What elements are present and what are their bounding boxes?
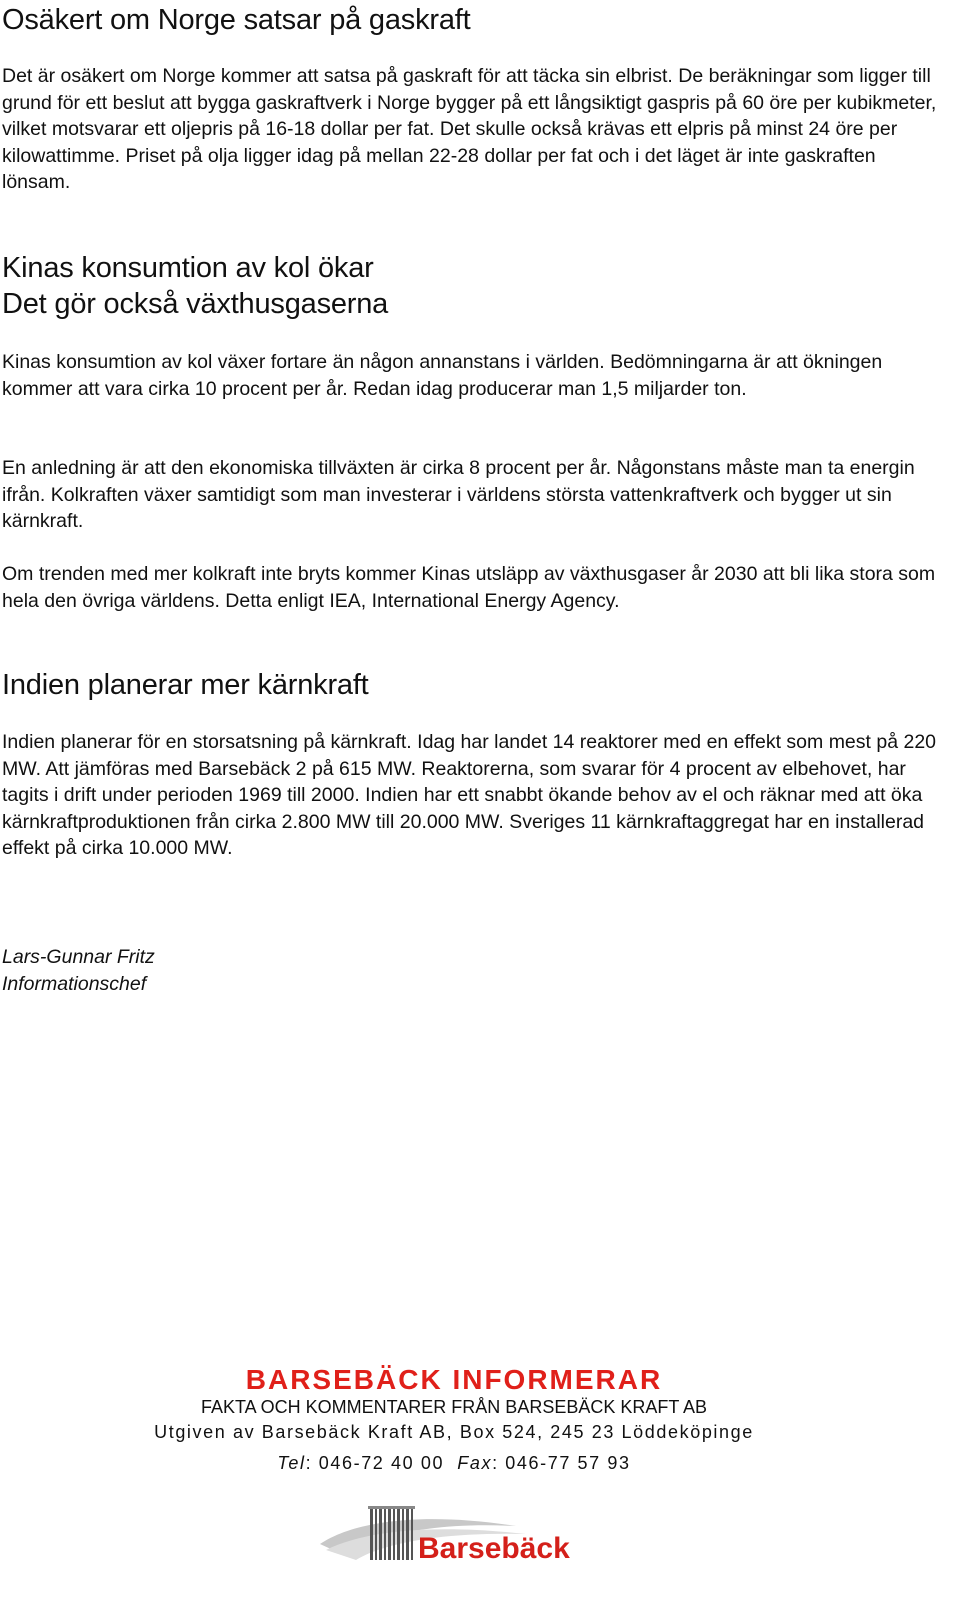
footer-subtitle: FAKTA OCH KOMMENTARER FRÅN BARSEBÄCK KRAFT AB — [200, 1397, 708, 1417]
barseback-logo — [316, 1500, 596, 1570]
heading-india-nuclear: Indien planerar mer kärnkraft — [2, 669, 369, 701]
footer-title: BARSEBÄCK INFORMERAR — [245, 1364, 663, 1395]
paragraph-china-coal-2: En anledning är att den ekonomiska tillväxten är cirka 8 procent per år. Någonstans måste man ta energin ifrån. Kolkraften växer samtidigt som man investerar i världens största vattenkraftverk och bygger ut sin kärnkraft. — [2, 457, 915, 533]
logo-wordmark: Barsebäck — [418, 1532, 570, 1565]
signature-name: Lars-Gunnar Fritz — [2, 946, 155, 968]
heading-china-greenhouse: Det gör också växthusgaserna — [2, 288, 389, 320]
footer-address: Utgiven av Barsebäck Kraft AB, Box 524, 245 23 Löddeköpinge — [154, 1422, 754, 1442]
tel-value: : 046-72 40 00 — [305, 1453, 445, 1473]
fax-label: Fax — [457, 1453, 493, 1473]
paragraph-china-coal-3: Om trenden med mer kolkraft inte bryts kommer Kinas utsläpp av växthusgaser år 2030 att bli lika stora som hela den övriga världens. Detta enligt IEA, International Energy Agency. — [2, 563, 936, 612]
signature-role: Informationschef — [2, 973, 147, 995]
paragraph-india-nuclear: Indien planerar för en storsatsning på kärnkraft. Idag har landet 14 reaktorer med en effekt som mest på 220 MW. Att jämföras med Barsebäck 2 på 615 MW. Reaktorerna, som svarar för 4 procent av elbehovet, har tagits i drift under perioden 1969 till 2000. Indien har ett snabbt ökande behov av el och räknar med att öka kärnkraftproduktionen från cirka 2.800 MW till 20.000 MW. Sveriges 11 kärnkraftaggregat har en installerad effekt på cirka 10.000 MW. — [2, 731, 937, 860]
tel-label: Tel — [277, 1453, 306, 1473]
fax-value: : 046-77 57 93 — [492, 1453, 631, 1473]
paragraph-norway-gas: Det är osäkert om Norge kommer att satsa på gaskraft för att täcka sin elbrist. De beräkningar som ligger till grund för ett beslut att bygga gaskraftverk i Norge bygger på ett långsiktigt gaspris på 60 öre per kubikmeter, vilket motsvarar ett oljepris på 16-18 dollar per fat. Det skulle också krävas ett elpris på minst 24 öre per kilowattimme. Priset på olja ligger idag på mellan 22-28 dollar per fat och i det läget är inte gaskraften lönsam. — [2, 65, 937, 194]
heading-norway-gas: Osäkert om Norge satsar på gaskraft — [2, 4, 471, 36]
barseback-logo-icon — [316, 1500, 596, 1570]
paragraph-china-coal-1: Kinas konsumtion av kol växer fortare än någon annanstans i världen. Bedömningarna är att ökningen kommer att vara cirka 10 procent per år. Redan idag producerar man 1,5 miljarder ton. — [2, 351, 883, 400]
heading-china-coal: Kinas konsumtion av kol ökar — [2, 252, 374, 284]
footer-contact — [0, 1453, 908, 1474]
